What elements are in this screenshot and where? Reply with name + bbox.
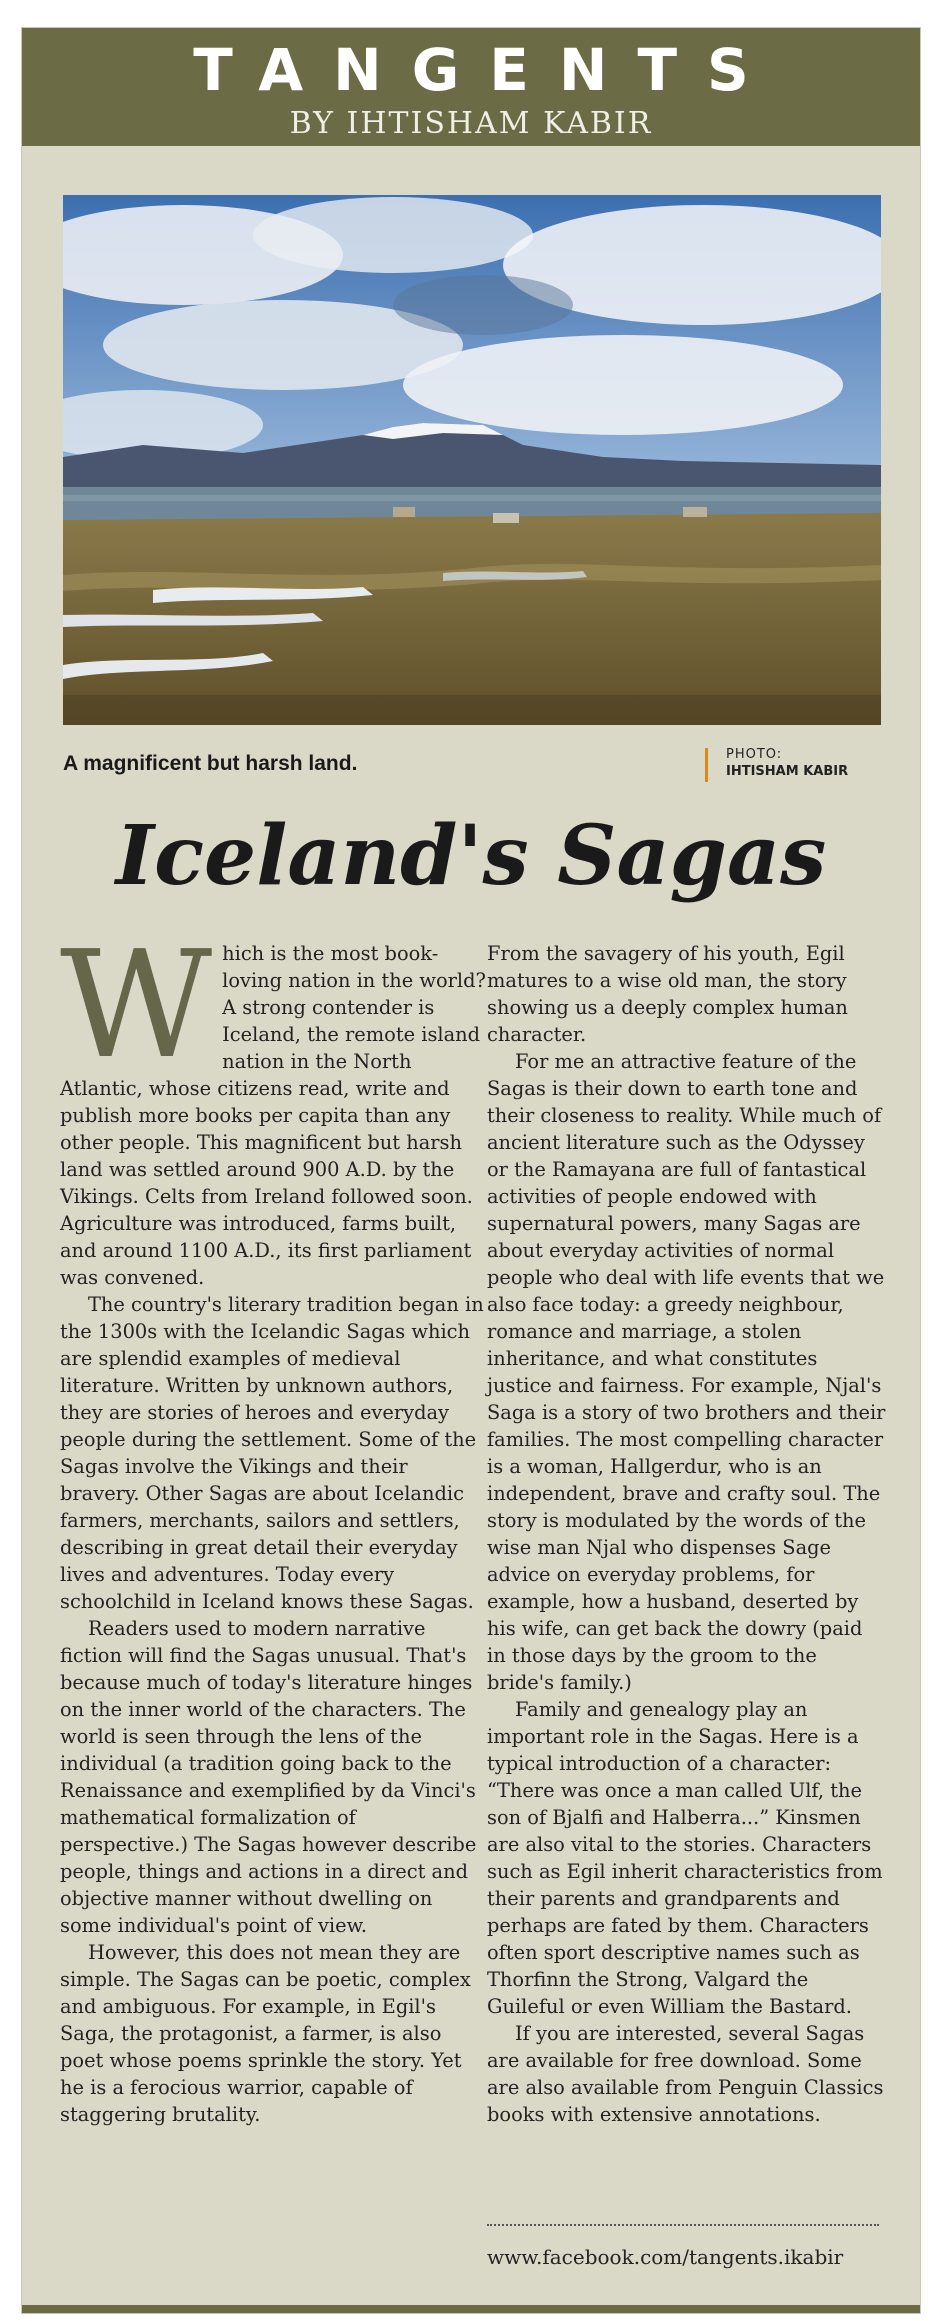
paragraph: For me an attractive feature of the Sagas is their down to earth tone and their closeness to reality. While much of ancient literature such as the Odyssey or the Ramayana are full of fantastical activities of people endowed with supernatural powers, many Sagas are about everyday activities of normal people who deal with life events that we also face today: a greedy neighbour, romance and marriage, a stolen inheritance, and what constitutes justice and fairness. For example, Njal's Saga is a story of two brothers and their families. The most compelling character is a woman, Hallgerdur, who is an independent, brave and crafty soul. The story is modulated by the words of the wise man Njal who dispenses Sage advice on everyday problems, for example, how a husband, deserted by his wife, can get back the dowry (paid in those days by the groom to the bride's family.) — [487, 1050, 886, 1694]
credit-accent-bar — [705, 748, 708, 782]
photo-credit-label: PHOTO: — [726, 747, 783, 762]
paragraph: However, this does not mean they are simple. The Sagas can be poetic, complex and ambiguous. For example, in Egil's Saga, the protagonist, a farmer, is also poet whose poems sprinkle the story. Yet he is a ferocious warrior, capable of staggering brutality. — [60, 1941, 471, 2126]
article-headline: Iceland's Sagas — [115, 808, 827, 904]
photo-caption: A magnificent but harsh land. — [63, 752, 358, 775]
photo-credit-name: IHTISHAM KABIR — [726, 764, 849, 779]
article-column-2 — [487, 940, 887, 2128]
dotted-divider — [487, 2224, 879, 2226]
paragraph: The country's literary tradition began in the 1300s with the Icelandic Sagas which are splendid examples of medieval literature. Written by unknown authors, they are stories of heroes and everyday people during the settlement. Some of the Sagas involve the Vikings and their bravery. Other Sagas are about Icelandic farmers, merchants, sailors and settlers, describing in great detail their everyday lives and adventures. Today every schoolchild in Iceland knows these Sagas. — [60, 1293, 484, 1613]
paragraph: Family and genealogy play an important role in the Sagas. Here is a typical introduction of a character: “There was once a man called Ulf, the son of Bjalfi and Halberra...” Kinsmen are also vital to the stories. Characters such as Egil inherit characteristics from their parents and grandparents and perhaps are fated by them. Characters often sport descriptive names such as Thorfinn the Strong, Valgard the Guileful or even William the Bastard. — [487, 1698, 883, 2018]
facebook-link[interactable]: www.facebook.com/tangents.ikabir — [487, 2245, 844, 2269]
bottom-rule — [22, 2305, 920, 2313]
landscape-photo — [63, 195, 881, 725]
article-column-1 — [60, 919, 490, 2128]
landscape-photo-icon — [63, 195, 881, 725]
column-title: TANGENTS — [193, 36, 779, 104]
paragraph: Readers used to modern narrative fiction will find the Sagas unusual. That's because much of today's literature hinges on the inner world of the characters. The world is seen through the lens of the individual (a tradition going back to the Renaissance and exemplified by da Vinci's mathematical formalization of perspective.) The Sagas however describe people, things and actions in a direct and objective manner without dwelling on some individual's point of view. — [60, 1617, 477, 1937]
paragraph: Which is the most book-loving nation in the world? A strong contender is Iceland, the remote island nation in the North Atlantic, whose citizens read, write and publish more books per capita than any other people. This magnificent but harsh land was settled around 900 A.D. by the Vikings. Celts from Ireland followed soon. Agriculture was introduced, farms built, and around 1100 A.D., its first parliament was convened. — [60, 919, 486, 1289]
paragraph: If you are interested, several Sagas are available for free download. Some are also available from Penguin Classics books with extensive annotations. — [487, 2022, 884, 2126]
byline: BY IHTISHAM KABIR — [289, 106, 653, 141]
paragraph: From the savagery of his youth, Egil matures to a wise old man, the story showing us a deeply complex human character. — [487, 942, 848, 1046]
masthead — [22, 28, 920, 146]
drop-cap: W — [60, 919, 213, 1091]
photo-credit — [726, 746, 848, 780]
